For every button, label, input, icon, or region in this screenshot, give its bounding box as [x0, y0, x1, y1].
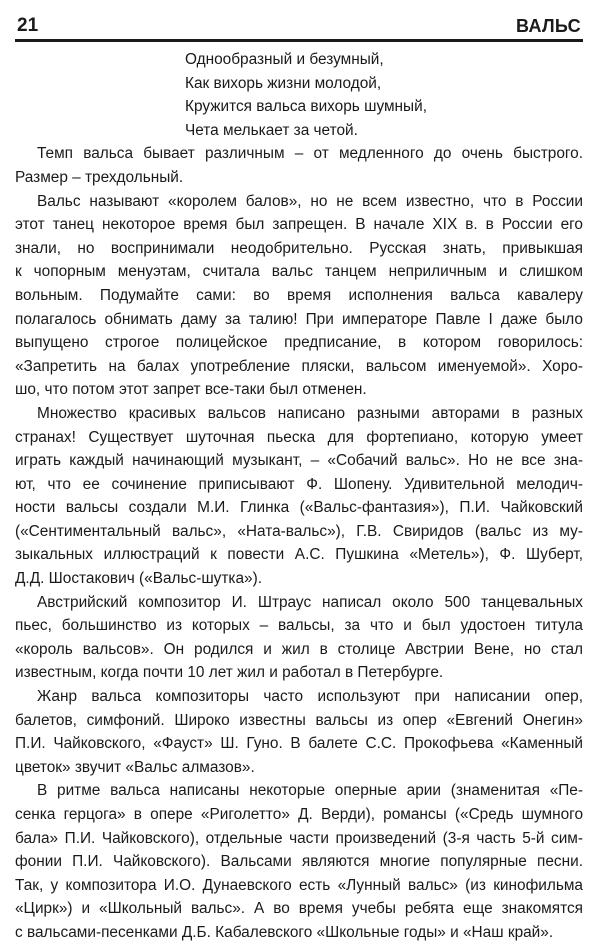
- text-line: В ритме вальса написаны некоторые оперные арии (знаменитая «Пе-: [37, 782, 583, 800]
- text-line: сенка герцога» в опере «Риголетто» Д. Верди), романсы («Средь шумного: [15, 806, 583, 823]
- running-title: ВАЛЬС: [516, 16, 581, 36]
- text-line: Размер – трехдольный.: [15, 168, 184, 186]
- text-line: этот танец некоторое время был запрещен. В начале XIX в. в России его: [15, 216, 583, 234]
- text-line: П.И. Чайковского, «Фауст» Ш. Гуно. В балете С.С. Прокофьева «Каменный: [15, 735, 583, 753]
- text-line: играть каждый начинающий музыкант, – «Собачий вальс». Но не все зна-: [15, 452, 583, 470]
- poem-line: Как вихорь жизни молодой,: [185, 74, 382, 92]
- text-line: «Цирк») и «Школьный вальс». А во время учебы ребята еще знакомятся: [15, 900, 583, 918]
- text-line: пьес, большинство из которых – вальсы, за что и был удостоен титула: [15, 617, 583, 635]
- text-line: к чопорным менуэтам, считала вальс танцем неприличным и слишком: [15, 263, 583, 281]
- poem-epigraph: [185, 48, 583, 142]
- text-line: с вальсами-песенками Д.Б. Кабалевского «Школьные годы» и «Наш край».: [15, 923, 554, 941]
- text-line: «Запретить на балах употребление пляски, вальсом именуемой». Хоро-: [15, 357, 583, 375]
- page-header: [15, 12, 583, 42]
- text-line: цветок» звучит «Вальс алмазов».: [15, 758, 255, 776]
- text-line: Д.Д. Шостакович («Вальс-шутка»).: [15, 570, 263, 588]
- text-line: бала» П.И. Чайковского), отдельные части произведений (3-я часть 5-й сим-: [15, 829, 583, 847]
- text-line: ют, что ее сочинение приписывают Ф. Шопену. Удивительной мелодич-: [15, 475, 583, 493]
- text-line: («Сентиментальный вальс», «Ната-вальс»), Г.В. Свиридов (вальс из му-: [15, 522, 583, 540]
- text-line: Множество красивых вальсов написано разными авторами в разных: [37, 404, 583, 422]
- text-line: знали, но воспринимали неодобрительно. Русская знать, привыкшая: [15, 239, 583, 257]
- text-line: зыкальных иллюстраций к повести А.С. Пушкина «Метель»), Ф. Шуберт,: [15, 546, 583, 564]
- text-line: балетов, симфоний. Широко известны вальсы из опер «Евгений Онегин»: [15, 711, 583, 729]
- page-number: 21: [17, 15, 39, 36]
- text-line: ности вальсы создали М.И. Глинка («Вальс-фантазия»), П.И. Чайковский: [15, 499, 583, 517]
- text-line: полагалось обнимать даму за талию! При императоре Павле I даже было: [15, 310, 583, 328]
- text-line: Австрийский композитор И. Штраус написал около 500 танцевальных: [37, 593, 583, 611]
- text-line: Так, у композитора И.О. Дунаевского есть «Лунный вальс» (из кинофильма: [15, 876, 583, 894]
- text-line: «король вальсов». Он родился и жил в столице Австрии Вене, но стал: [15, 640, 583, 658]
- text-line: вольным. Подумайте сами: во время исполнения вальса кавалеру: [15, 286, 583, 304]
- text-line: Вальс называют «королем балов», но не всем известно, что в России: [37, 192, 583, 210]
- text-line: фонии П.И. Чайковского). Вальсами являются многие популярные песни.: [15, 853, 583, 871]
- body-text: [15, 142, 583, 944]
- poem-line: Кружится вальса вихорь шумный,: [185, 98, 427, 116]
- poem-line: Однообразный и безумный,: [185, 51, 384, 68]
- text-line: Темп вальса бывает различным – от медленного до очень быстрого.: [37, 145, 583, 163]
- text-line: странах! Существует шуточная пьеска для фортепиано, которую умеет: [15, 428, 583, 446]
- text-line: известным, когда почти 10 лет жил и работал в Петербурге.: [15, 664, 444, 682]
- poem-line: Чета мелькает за четой.: [185, 121, 358, 139]
- text-line: Жанр вальса композиторы часто используют при написании опер,: [37, 688, 583, 706]
- text-line: выпущено строгое полицейское предписание, в котором говорилось:: [15, 334, 583, 352]
- text-line: шо, что потом этот запрет все-таки был отменен.: [15, 381, 367, 399]
